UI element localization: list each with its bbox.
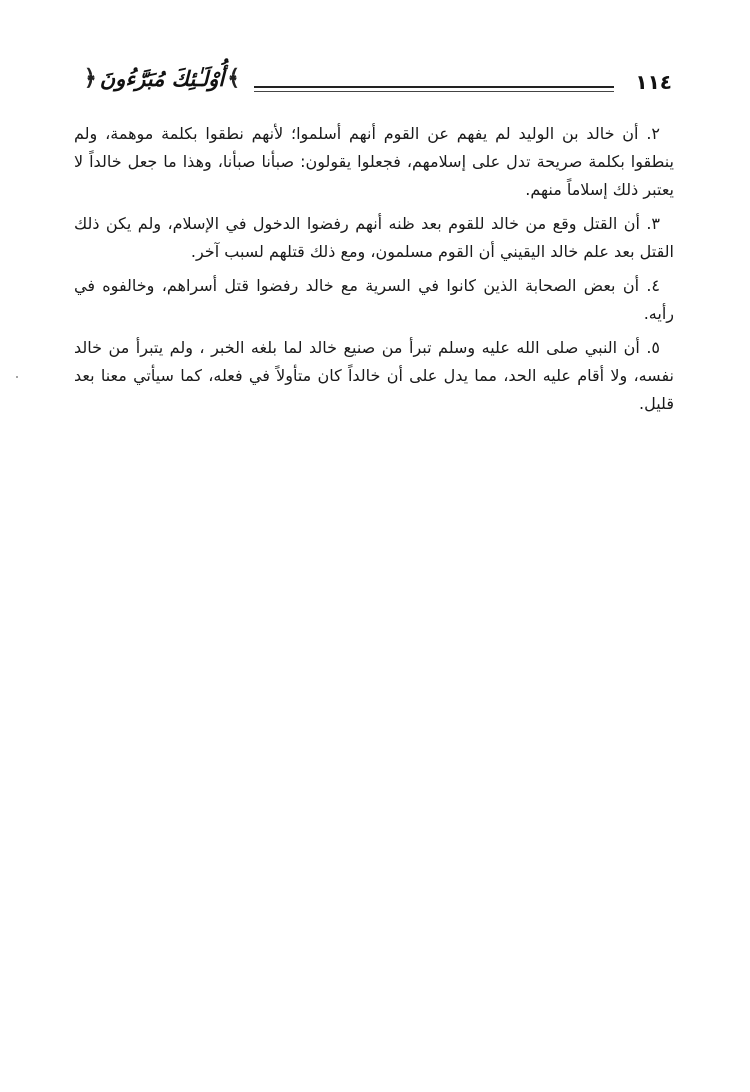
- scan-speck: [16, 376, 18, 378]
- page-header: [76, 58, 672, 98]
- running-title: [76, 58, 248, 98]
- page-body: [74, 120, 674, 424]
- book-title: أُوْلَـٰئِكَ مُبَرَّءُونَ: [99, 65, 225, 91]
- page-number: ١١٤: [635, 70, 672, 94]
- ornament-bracket-left: ﴿: [83, 65, 97, 91]
- numbered-point-2: ٢. أن خالد بن الوليد لم يفهم عن القوم أنهم أسلموا؛ لأنهم نطقوا بكلمة موهمة، ولم ينطقوا بكلمة صريحة تدل على إسلامهم، فجعلوا يقولون: صبأنا صبأنا، وهذا ما جعل خالداً لا يعتبر ذلك إسلاماً منهم.: [74, 124, 674, 199]
- header-rule-thin: [254, 91, 614, 92]
- numbered-point-3: ٣. أن القتل وقع من خالد للقوم بعد ظنه أنهم رفضوا الدخول في الإسلام، ولم يكن ذلك القتل بعد علم خالد اليقيني أن القوم مسلمون، ومع ذلك قتلهم لسبب آخر.: [74, 214, 674, 261]
- numbered-point-4: ٤. أن بعض الصحابة الذين كانوا في السرية مع خالد رفضوا قتل أسراهم، وخالفوه في رأيه.: [74, 276, 674, 323]
- numbered-point-5: ٥. أن النبي صلى الله عليه وسلم تبرأ من صنيع خالد لما بلغه الخبر ، ولم يتبرأ من خالد نفسه، ولا أقام عليه الحد، مما يدل على أن خالداً كان متأولاً في فعله، كما سيأتي معنا بعد قليل.: [74, 338, 674, 413]
- header-rule: [254, 86, 614, 88]
- ornament-bracket-right: ﴾: [227, 65, 241, 91]
